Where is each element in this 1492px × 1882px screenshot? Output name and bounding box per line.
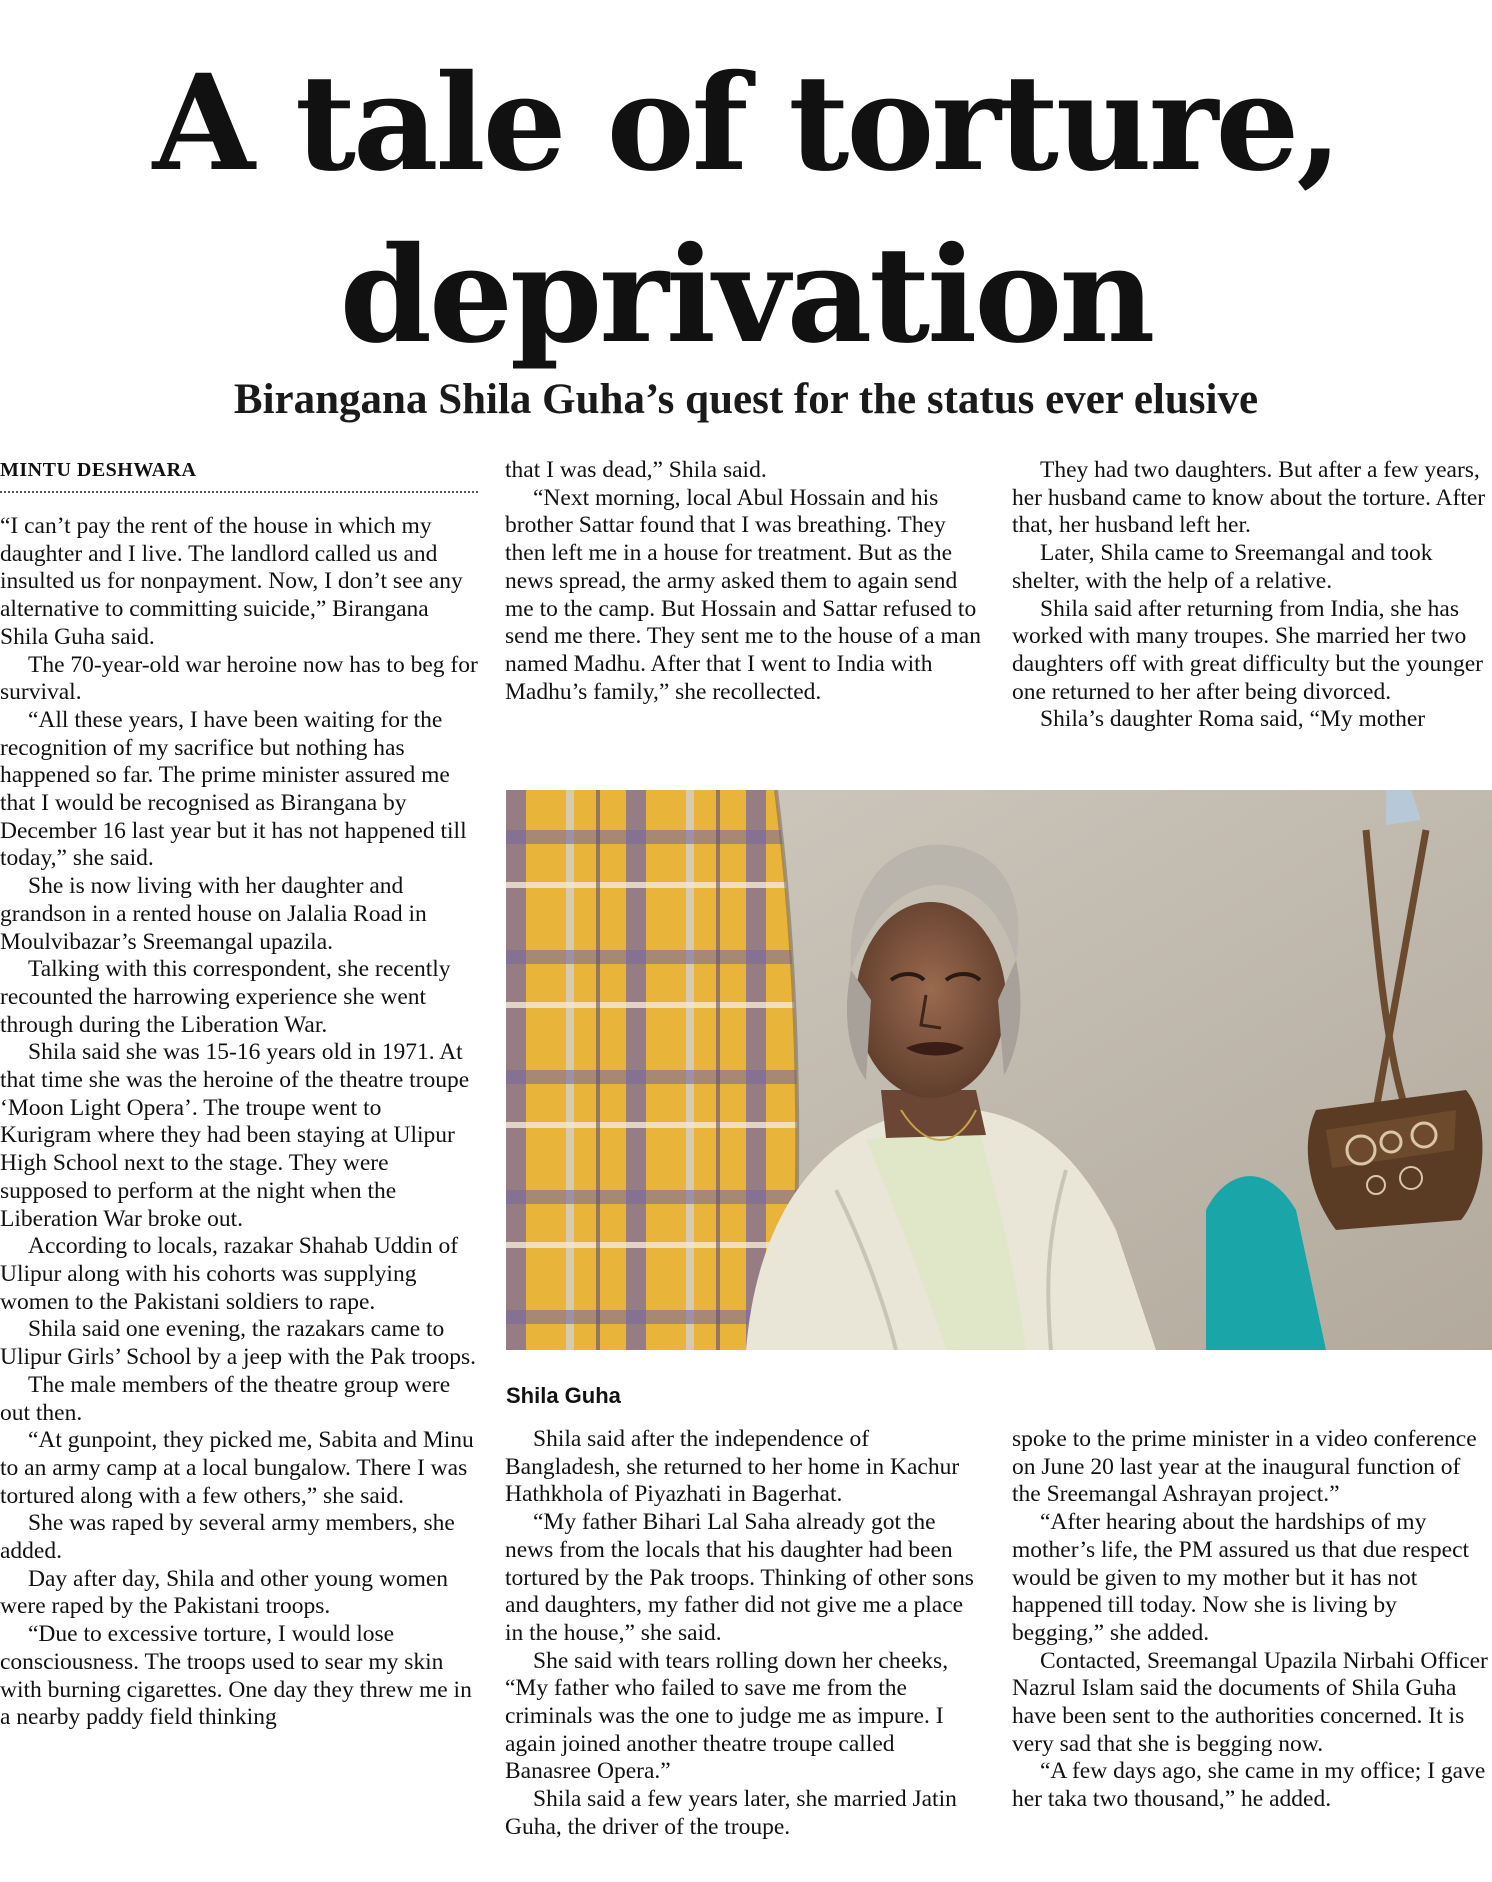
photo-illustration (506, 790, 1492, 1350)
paragraph: She was raped by several army members, she added. (0, 1510, 455, 1565)
headline: A tale of torture, deprivation (152, 46, 1340, 373)
paragraph: “At gunpoint, they picked me, Sabita and Minu to an army camp at a local bungalow. There I was tortured along with a few others,” she said. (0, 1427, 474, 1509)
paragraph: Later, Shila came to Sreemangal and took shelter, with the help of a relative. (1012, 540, 1433, 594)
paragraph: “All these years, I have been waiting for the recognition of my sacrifice but nothing has happened so far. The prime minister assured me that I would be recognised as Birangana by December 16 last year but it has not happened till today,” she said. (0, 706, 467, 872)
paragraph: The 70-year-old war heroine now has to beg for survival. (0, 651, 478, 706)
paragraph: “My father Bihari Lal Saha already got the news from the locals that his daughter had been tortured by the Pak troops. Thinking of other sons and daughters, my father did not give me a place in the house,” she said. (505, 1509, 974, 1646)
paragraph: Shila said after returning from India, she has worked with many troupes. She married her two daughters off with great difficulty but the younger one returned to her after being divorced. (1012, 595, 1483, 705)
paragraph: Shila said one evening, the razakars came to Ulipur Girls’ School by a jeep with the Pak troops. (0, 1316, 477, 1371)
paragraph: “Next morning, local Abul Hossain and his brother Sattar found that I was breathing. They then left me in a house for treatment. But as the news spread, the army asked them to again send me to the camp. But Hossain and Sattar refused to send me there. They sent me to the house of a man named Madhu. After that I went to India with Madhu’s family,” she recollected. (505, 484, 981, 705)
column-2-top (505, 457, 985, 706)
paragraph: Shila said after the independence of Bangladesh, she returned to her home in Kachur Hathkhola of Piyazhati in Bagerhat. (505, 1426, 960, 1508)
paragraph: According to locals, razakar Shahab Uddin of Ulipur along with his cohorts was supplying women to the Pakistani soldiers to rape. (0, 1233, 459, 1315)
paragraph: “Due to excessive torture, I would lose consciousness. The troops used to sear my skin with burning cigarettes. One day they threw me in a nearby paddy field thinking (0, 1621, 472, 1731)
paragraph: Shila said a few years later, she married Jatin Guha, the driver of the troupe. (505, 1786, 957, 1840)
paragraph: spoke to the prime minister in a video conference on June 20 last year at the inaugural function of the Sreemangal Ashrayan project.” (1012, 1426, 1477, 1508)
paragraph: Shila said she was 15-16 years old in 1971. At that time she was the heroine of the theatre troupe ‘Moon Light Opera’. The troupe went to Kurigram where they had been staying at Ulipur High School next to the stage. They were supposed to perform at the night when the Liberation War broke out. (0, 1039, 470, 1232)
article-photo (506, 790, 1492, 1350)
paragraph: “A few days ago, she came in my office; I gave her taka two thousand,” he added. (1012, 1758, 1486, 1813)
column-3-top (1012, 457, 1492, 734)
column-1 (0, 513, 478, 1732)
paragraph: She said with tears rolling down her cheeks, “My father who failed to save me from the criminals was the one to judge me as impure. I again joined another theatre troupe called Banasree Opera.” (505, 1647, 949, 1785)
paragraph: Day after day, Shila and other young women were raped by the Pakistani troops. (0, 1565, 449, 1620)
byline-divider (0, 491, 478, 493)
paragraph: They had two daughters. But after a few years, her husband came to know about the torture. After that, her husband left her. (1012, 457, 1486, 539)
paragraph: “After hearing about the hardships of my mother’s life, the PM assured us that due respect would be given to my mother but it has not happened till today. Now she is living by begging,” she added. (1012, 1509, 1470, 1646)
column-3-bottom (1012, 1426, 1492, 1814)
paragraph: Contacted, Sreemangal Upazila Nirbahi Officer Nazrul Islam said the documents of Shila Guha have been sent to the authorities concerned. It is very sad that she is begging now. (1012, 1647, 1488, 1757)
photo-caption: Shila Guha (506, 1383, 621, 1408)
paragraph: She is now living with her daughter and grandson in a rented house on Jalalia Road in Moulvibazar’s Sreemangal upazila. (0, 873, 427, 955)
column-2-bottom (505, 1426, 985, 1842)
paragraph: Shila’s daughter Roma said, “My mother (1040, 706, 1426, 733)
paragraph: that I was dead,” Shila said. (505, 457, 767, 483)
byline: MINTU DESHWARA (0, 459, 197, 481)
paragraph: “I can’t pay the rent of the house in which my daughter and I live. The landlord called us and insulted us for nonpayment. Now, I don’t see any alternative to committing suicide,” Birangana Shila Guha said. (0, 513, 463, 650)
paragraph: Talking with this correspondent, she recently recounted the harrowing experience she went through during the Liberation War. (0, 956, 451, 1038)
subheadline: Birangana Shila Guha’s quest for the status ever elusive (233, 376, 1259, 423)
paragraph: The male members of the theatre group were out then. (0, 1371, 451, 1426)
